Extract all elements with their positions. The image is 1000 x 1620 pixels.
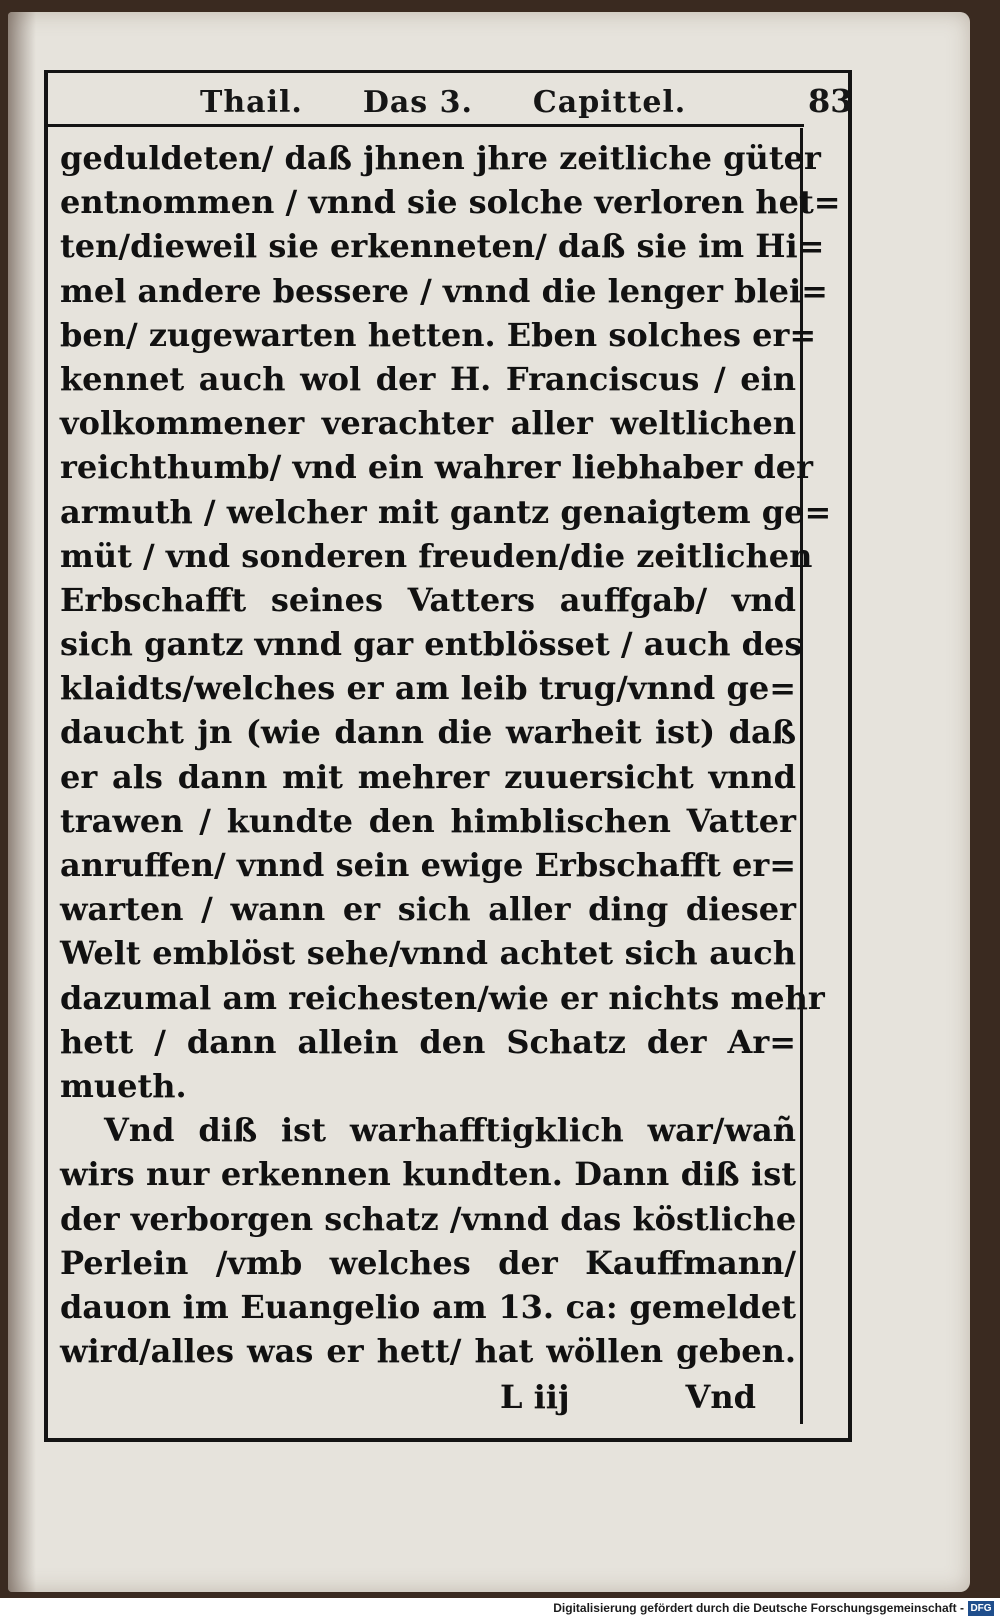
catchword: Vnd bbox=[685, 1378, 756, 1416]
digitization-banner bbox=[0, 1598, 1000, 1620]
text-line: kennet auch wol der H. Franciscus / ein bbox=[60, 359, 796, 398]
text-line: hett / dann allein den Schatz der Ar= bbox=[60, 1022, 796, 1061]
digitization-notice: Digitalisierung gefördert durch die Deutsche Forschungsgemeinschaft - bbox=[553, 1601, 964, 1615]
page-number: 83 bbox=[808, 82, 853, 120]
running-head-chapter-label: Das 3. bbox=[362, 84, 473, 120]
text-line: klaidts/welches er am leib trug/vnnd ge= bbox=[60, 669, 796, 708]
text-line: dauon im Euangelio am 13. ca: gemeldet bbox=[60, 1287, 796, 1326]
text-line: müt / vnd sonderen freuden/die zeitlichen bbox=[60, 536, 813, 575]
text-line: volkommener verachter aller weltlichen bbox=[60, 404, 796, 443]
running-head-chapter-word: Capittel. bbox=[532, 84, 687, 120]
running-head-rule bbox=[44, 124, 804, 127]
text-line: Erbschafft seines Vatters auffgab/ vnd bbox=[60, 580, 796, 619]
running-head bbox=[90, 80, 810, 124]
text-line: wirs nur erkennen kundten. Dann diß ist bbox=[60, 1155, 796, 1194]
text-line: warten / wann er sich aller ding dieser bbox=[60, 890, 796, 929]
text-line: ben/ zugewarten hetten. Eben solches er= bbox=[60, 315, 817, 354]
text-line: anruffen/ vnnd sein ewige Erbschafft er= bbox=[60, 846, 796, 884]
text-line: der verborgen schatz /vnnd das köstliche bbox=[60, 1199, 797, 1238]
text-line: dazumal am reichesten/wie er nichts mehr bbox=[60, 978, 825, 1017]
text-line: daucht jn (wie dann die warheit ist) daß bbox=[60, 713, 796, 752]
text-line: trawen / kundte den himblischen Vatter bbox=[60, 801, 796, 840]
text-line: sich gantz vnnd gar entblösset / auch des bbox=[60, 625, 803, 664]
text-line: entnommen / vnnd sie solche verloren het= bbox=[60, 183, 841, 222]
signature-mark: L iij bbox=[500, 1378, 570, 1416]
text-line: Perlein /vmb welches der Kauffmann/ bbox=[60, 1243, 796, 1282]
text-line: mueth. bbox=[60, 1066, 187, 1105]
body-text bbox=[60, 136, 841, 1373]
page-footer bbox=[60, 1378, 796, 1422]
text-line: armuth / welcher mit gantz genaigtem ge= bbox=[60, 492, 832, 531]
text-line: er als dann mit mehrer zuuersicht vnnd bbox=[60, 757, 796, 796]
dfg-logo-icon: DFG bbox=[968, 1601, 994, 1616]
text-line: ten/dieweil sie erkenneten/ daß sie im Hi= bbox=[60, 227, 825, 266]
spine-shadow bbox=[8, 12, 36, 1592]
text-line: geduldeten/ daß jhnen jhre zeitliche güter bbox=[60, 139, 821, 177]
text-line: wird/alles was er hett/ hat wöllen geben. bbox=[60, 1332, 796, 1371]
text-line: reichthumb/ vnd ein wahrer liebhaber der bbox=[60, 448, 813, 487]
text-line: Welt emblöst sehe/vnnd achtet sich auch bbox=[60, 934, 796, 973]
running-head-part: Thail. bbox=[200, 84, 303, 120]
text-line: mel andere bessere / vnnd die lenger blei= bbox=[60, 271, 828, 310]
text-line: Vnd diß ist warhafftigklich war/wañ bbox=[104, 1111, 796, 1150]
